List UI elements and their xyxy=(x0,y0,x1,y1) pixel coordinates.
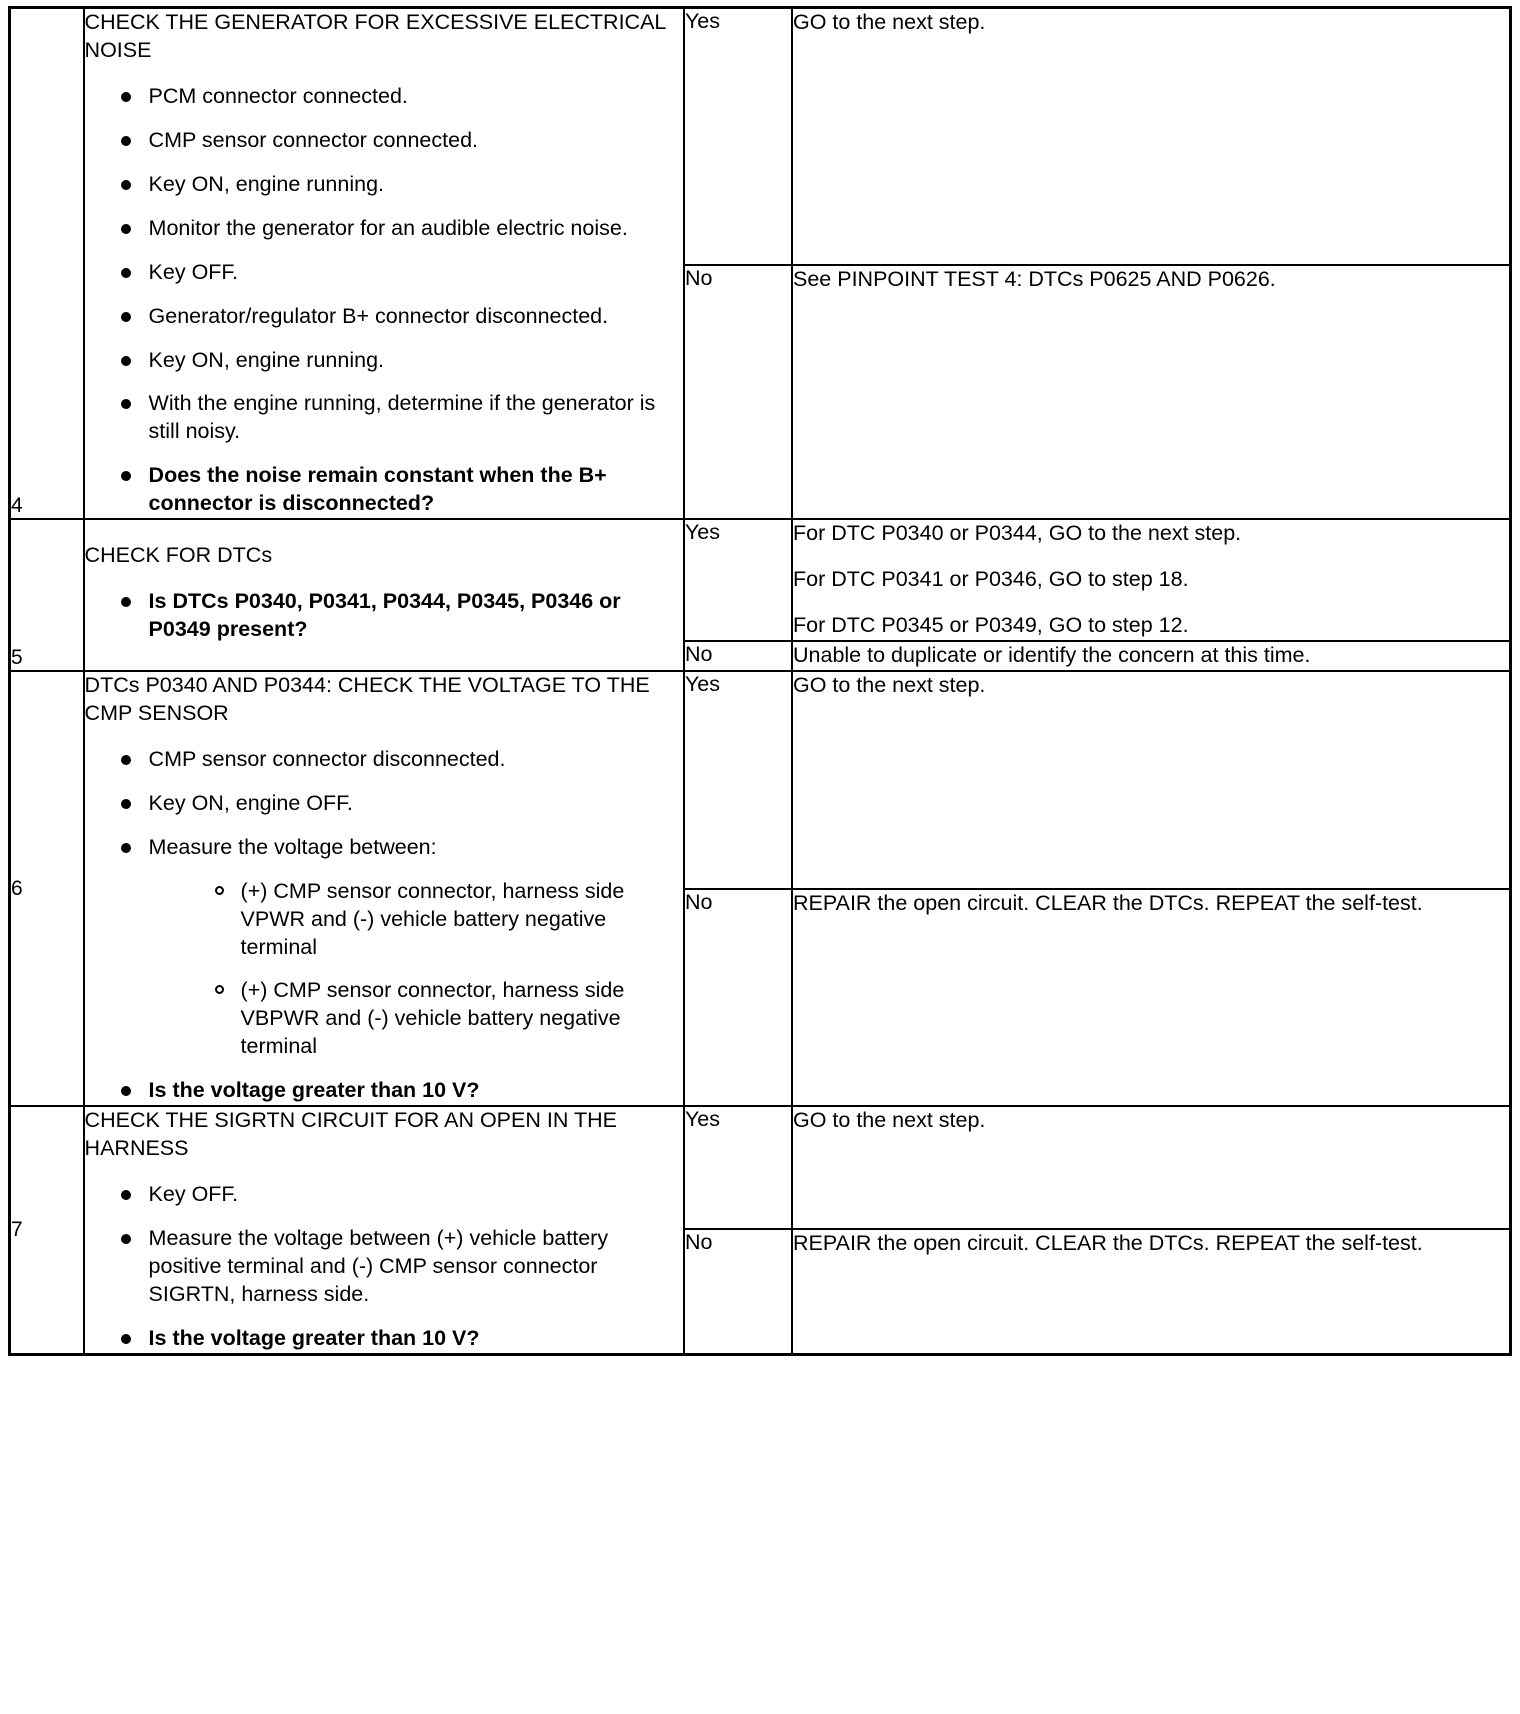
step-number: 4 xyxy=(10,8,84,520)
list-item xyxy=(109,834,683,1062)
outcome-line: REPAIR the open circuit. CLEAR the DTCs. REPEAT the self-test. xyxy=(793,1231,1423,1256)
outcome-line: GO to the next step. xyxy=(793,10,986,34)
outcome-action-no xyxy=(792,889,1511,1107)
step-bullet-list xyxy=(85,588,683,644)
outcome-line: Unable to duplicate or identify the concern at this time. xyxy=(793,643,1311,667)
table-row xyxy=(10,671,1511,889)
list-item: PCM connector connected. xyxy=(109,83,683,111)
step-bullet-list xyxy=(85,1181,683,1353)
outcome-action-no xyxy=(792,265,1511,519)
list-item: With the engine running, determine if the generator is still noisy. xyxy=(109,390,683,446)
step-bullet-list xyxy=(85,746,683,1105)
outcome-action-yes xyxy=(792,1106,1511,1229)
step-action-cell xyxy=(84,8,684,520)
list-item: CMP sensor connector connected. xyxy=(109,127,683,155)
list-item: CMP sensor connector disconnected. xyxy=(109,746,683,774)
outcome-action-no xyxy=(792,1229,1511,1354)
list-item-question: Is the voltage greater than 10 V? xyxy=(109,1325,683,1353)
outcome-line: GO to the next step. xyxy=(793,672,986,697)
outcome-action-yes xyxy=(792,671,1511,889)
pinpoint-test-table xyxy=(8,6,1512,1356)
step-title: DTCs P0340 AND P0344: CHECK THE VOLTAGE TO THE CMP SENSOR xyxy=(84,672,650,725)
list-item: Key ON, engine OFF. xyxy=(109,790,683,818)
step-action-cell xyxy=(84,671,684,1106)
outcome-line: See PINPOINT TEST 4: DTCs P0625 AND P0626. xyxy=(793,267,1276,292)
list-item: Key ON, engine running. xyxy=(109,347,683,375)
list-item: Key OFF. xyxy=(109,259,683,287)
list-item: Measure the voltage between (+) vehicle battery positive terminal and (-) CMP sensor connector SIGRTN, harness side. xyxy=(109,1225,683,1309)
list-item-question: Is the voltage greater than 10 V? xyxy=(109,1077,683,1105)
outcome-label-no: No xyxy=(684,1229,792,1354)
step-bullet-list xyxy=(85,83,683,518)
outcome-action-yes xyxy=(792,519,1511,641)
outcome-action-yes xyxy=(792,8,1511,266)
table-row xyxy=(10,1106,1511,1229)
outcome-label-yes: Yes xyxy=(684,1106,792,1229)
outcome-label-no: No xyxy=(684,265,792,519)
outcome-line: For DTC P0345 or P0349, GO to step 12. xyxy=(793,613,1189,638)
list-item: Monitor the generator for an audible electric noise. xyxy=(109,215,683,243)
step-number: 6 xyxy=(10,671,84,1106)
outcome-line: For DTC P0341 or P0346, GO to step 18. xyxy=(793,567,1189,592)
outcome-label-yes: Yes xyxy=(684,519,792,641)
step-title: CHECK FOR DTCs xyxy=(84,543,273,568)
outcome-label-yes: Yes xyxy=(684,8,792,266)
outcome-line: GO to the next step. xyxy=(793,1108,986,1133)
step-number: 7 xyxy=(10,1106,84,1354)
list-item-question: Is DTCs P0340, P0341, P0344, P0345, P0346 or P0349 present? xyxy=(109,588,683,644)
list-item-question: Does the noise remain constant when the B+ connector is disconnected? xyxy=(109,462,683,518)
step-number: 5 xyxy=(10,519,84,671)
list-item: Key ON, engine running. xyxy=(109,171,683,199)
step-action-cell xyxy=(84,519,684,671)
sub-list-item: (+) CMP sensor connector, harness side VPWR and (-) vehicle battery negative terminal xyxy=(205,878,683,962)
list-item-label: Measure the voltage between: xyxy=(148,834,437,859)
sub-bullet-list xyxy=(149,878,683,1062)
outcome-label-yes: Yes xyxy=(684,671,792,889)
step-action-cell xyxy=(84,1106,684,1354)
outcome-line: REPAIR the open circuit. CLEAR the DTCs. REPEAT the self-test. xyxy=(793,890,1423,915)
outcome-label-no: No xyxy=(684,889,792,1107)
list-item: Key OFF. xyxy=(109,1181,683,1209)
list-item: Generator/regulator B+ connector disconnected. xyxy=(109,303,683,331)
outcome-action-no xyxy=(792,641,1511,671)
sub-list-item: (+) CMP sensor connector, harness side VBPWR and (-) vehicle battery negative terminal xyxy=(205,977,683,1061)
table-row xyxy=(10,519,1511,641)
step-title: CHECK THE GENERATOR FOR EXCESSIVE ELECTRICAL NOISE xyxy=(84,10,666,62)
outcome-line: For DTC P0340 or P0344, GO to the next step. xyxy=(793,521,1242,546)
table-row xyxy=(10,8,1511,266)
step-title: CHECK THE SIGRTN CIRCUIT FOR AN OPEN IN THE HARNESS xyxy=(84,1108,617,1161)
outcome-label-no: No xyxy=(684,641,792,671)
